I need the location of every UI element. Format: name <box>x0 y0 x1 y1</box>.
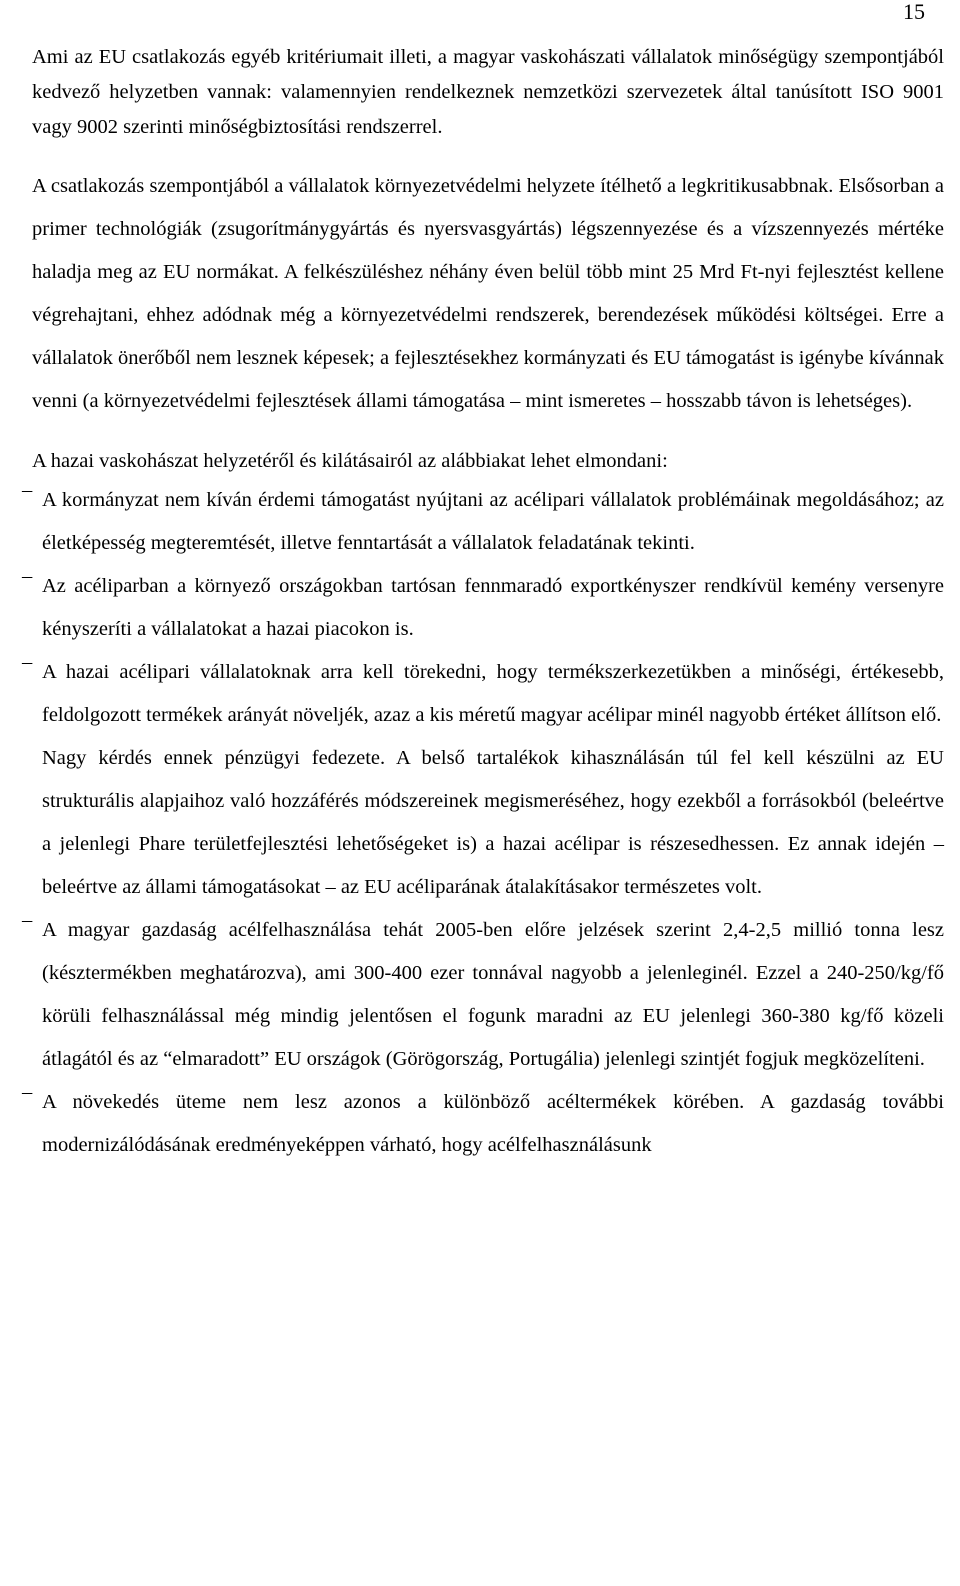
list-item-text: A hazai acélipari vállalatoknak arra kell törekedni, hogy termékszerkezetükben a minőségi, értékesebb, feldolgozott termékek arányát növeljék, azaz a kis méretű magyar acélipar minél nagyobb értéket állítson elő. <box>42 661 944 726</box>
list-item-text: A kormányzat nem kíván érdemi támogatást nyújtani az acélipari vállalatok problémáinak megoldásához; az életképesség megteremtését, illetve fenntartását a vállalatok feladatának tekinti. <box>42 489 944 554</box>
dash-bullet: – <box>22 651 33 673</box>
list-item <box>22 1081 944 1167</box>
dash-bullet: – <box>22 1081 33 1103</box>
list-item-text: A növekedés üteme nem lesz azonos a különböző acéltermékek körében. A gazdaság további modernizálódásának eredményeképpen várható, hogy acélfelhasználásunk <box>42 1091 944 1156</box>
list-item <box>22 651 944 909</box>
paragraph-quality-certification: Ami az EU csatlakozás egyéb kritériumait illeti, a magyar vaskohászati vállalatok minőségügy szempontjából kedvező helyzetben vannak: valamennyien rendelkeznek nemzetközi szervezetek által tanúsított ISO 9001 vagy 9002 szerinti minőségbiztosítási rendszerrel. <box>32 46 944 138</box>
dash-bullet: – <box>22 909 33 931</box>
list-item <box>22 565 944 651</box>
outlook-list <box>22 479 944 1167</box>
list-item-text: A magyar gazdaság acélfelhasználása tehát 2005-ben előre jelzések szerint 2,4-2,5 millió tonna lesz (késztermékben meghatározva), ami 300-400 ezer tonnával nagyobb a jelenleginél. Ezzel a 240-250/kg/fő körüli felhasználással még mindig jelentősen el fogunk maradni az EU jelenlegi 360-380 kg/fő közeli átlagától és az “elmaradott” EU országok (Görögország, Portugália) jelenlegi szintjét fogjuk megközelíteni. <box>42 919 944 1070</box>
page-number: 15 <box>903 0 925 24</box>
list-item-continuation: Nagy kérdés ennek pénzügyi fedezete. A belső tartalékok kihasználásán túl fel kell készülni az EU strukturális alapjaihoz való hozzáférés módszereinek megismeréséhez, hogy ezekből a forrásokból (beleértve a jelenlegi Phare területfejlesztési lehetőségeket is) a hazai acélipar is részesedhessen. Ez annak idején – beleértve az állami támogatásokat – az EU acéliparának átalakításakor természetes volt. <box>42 747 944 898</box>
page-body <box>22 40 944 1167</box>
paragraph-outlook-intro: A hazai vaskohászat helyzetéről és kilátásairól az alábbiakat lehet elmondani: <box>32 450 668 472</box>
dash-bullet: – <box>22 479 33 501</box>
dash-bullet: – <box>22 565 33 587</box>
list-item <box>22 909 944 1081</box>
list-item-text: Az acéliparban a környező országokban tartósan fennmaradó exportkényszer rendkívül kemény versenyre kényszeríti a vállalatokat a hazai piacokon is. <box>42 575 944 640</box>
paragraph-environmental-status: A csatlakozás szempontjából a vállalatok környezetvédelmi helyzete ítélhető a legkritikusabbnak. Elsősorban a primer technológiák (zsugorítmánygyártás és nyersvasgyártás) légszennyezése és a vízszennyezés mértéke haladja meg az EU normákat. A felkészüléshez néhány éven belül több mint 25 Mrd Ft-nyi fejlesztést kellene végrehajtani, ehhez adódnak még a környezetvédelmi rendszerek, berendezések működési költségei. Erre a vállalatok önerőből nem lesznek képesek; a fejlesztésekhez kormányzati és EU támogatást is igénybe kívánnak venni (a környezetvédelmi fejlesztések állami támogatása – mint ismeretes – hosszabb távon is lehetséges). <box>32 175 944 412</box>
list-item <box>22 479 944 565</box>
